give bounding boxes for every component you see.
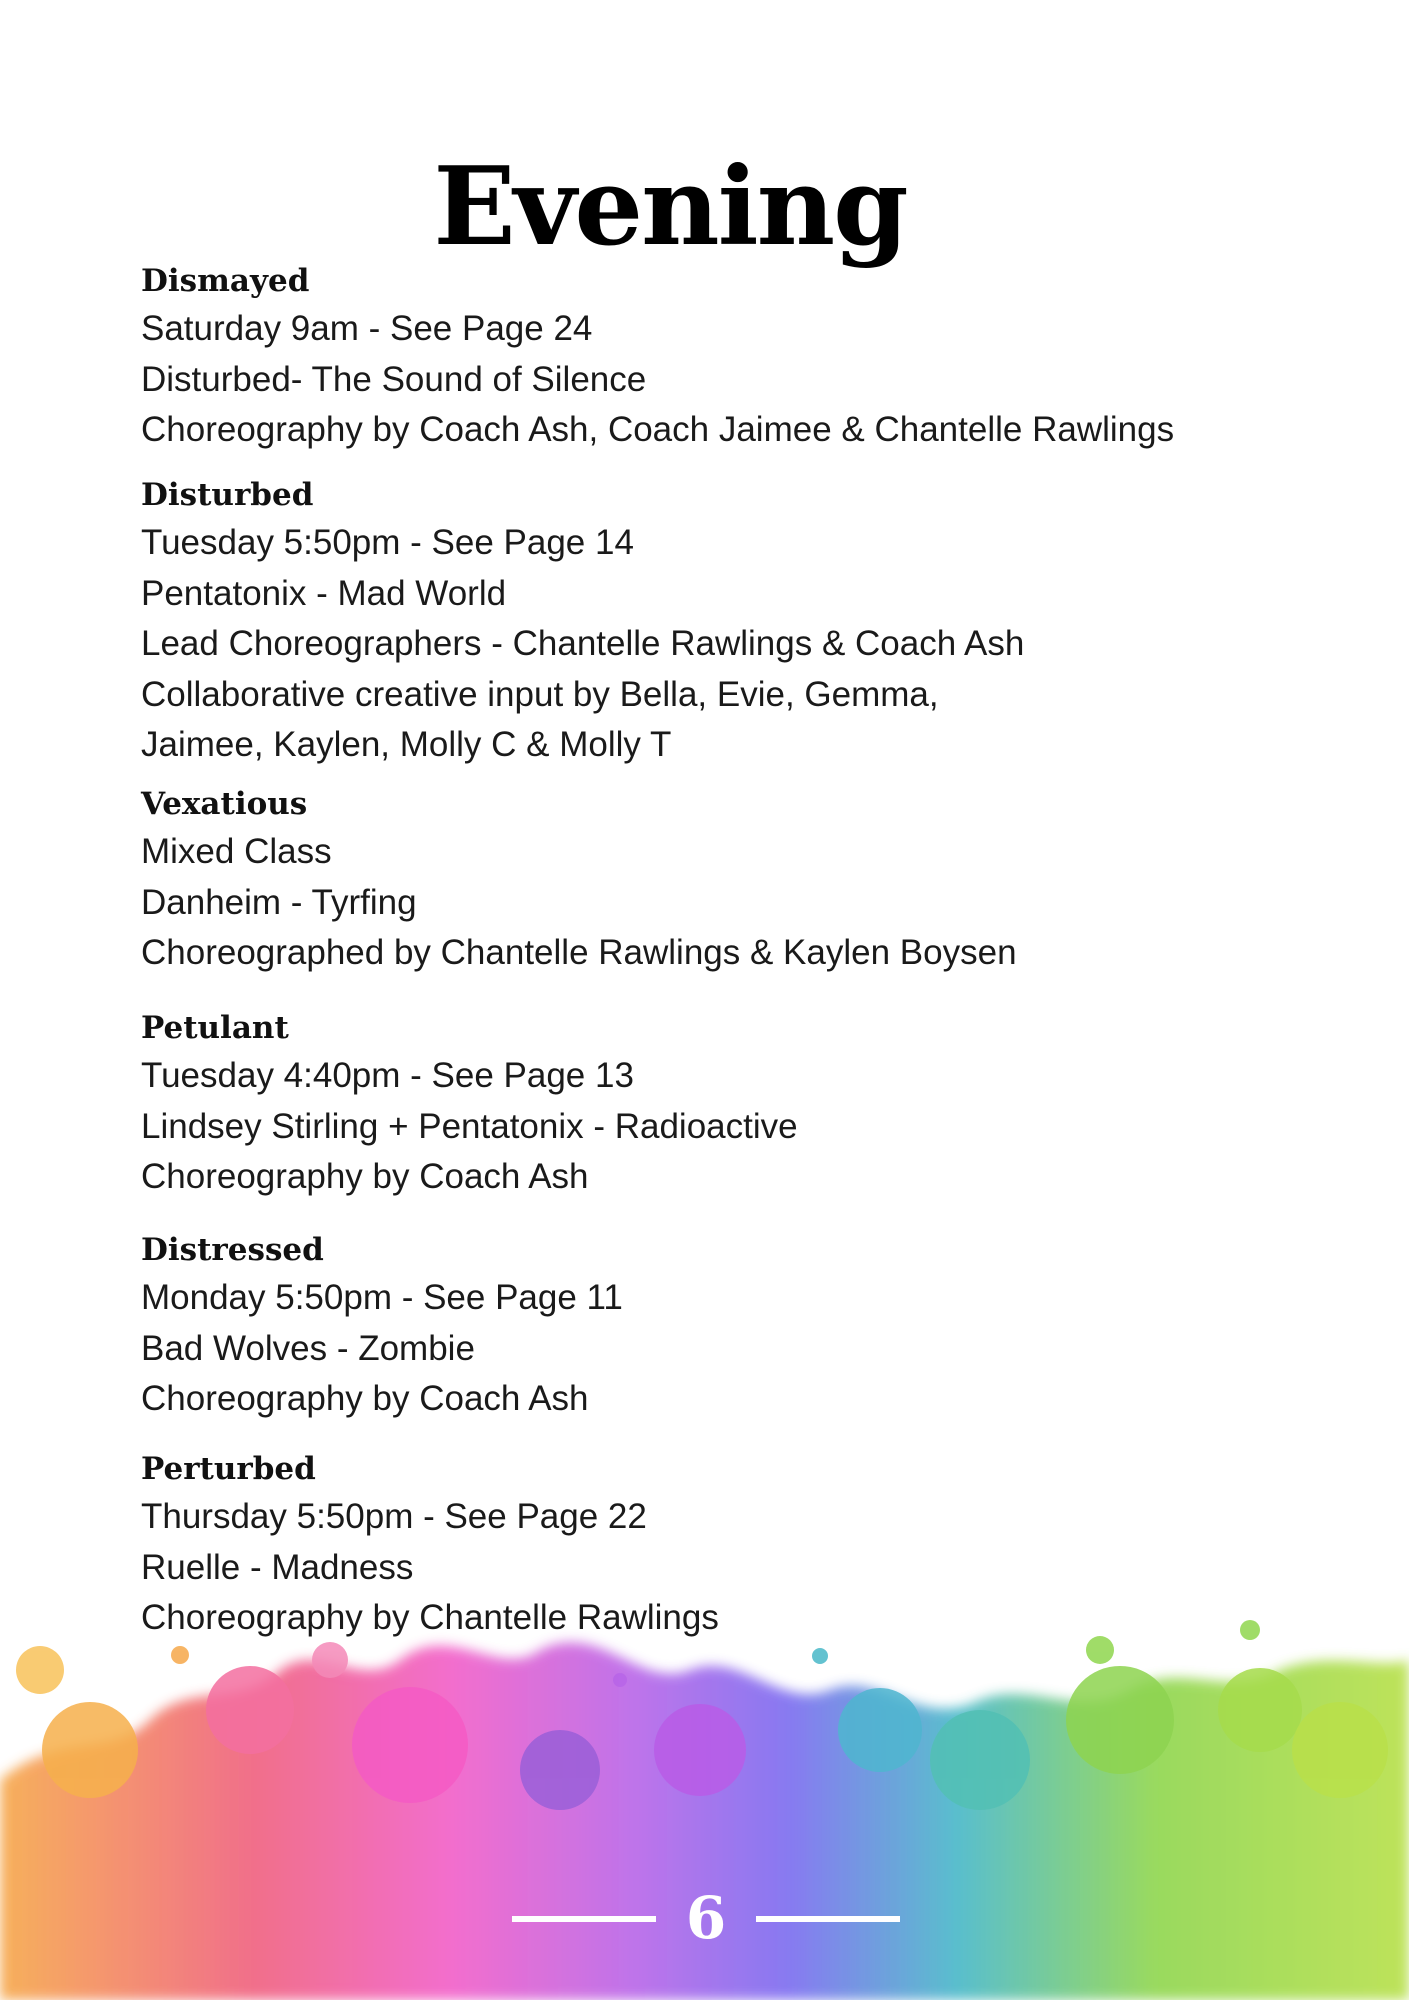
schedule-line: Monday 5:50pm - See Page 11 <box>141 1278 623 1317</box>
divider-right <box>756 1916 900 1922</box>
class-heading: Distressed <box>141 1232 324 1268</box>
class-section-distressed <box>141 1227 623 1425</box>
choreography-line: Choreography by Chantelle Rawlings <box>141 1598 719 1637</box>
page-number: 6 <box>685 1884 727 1952</box>
credits-line: Jaimee, Kaylen, Molly C & Molly T <box>141 725 672 764</box>
song-line: Lindsey Stirling + Pentatonix - Radioactive <box>141 1106 798 1146</box>
class-heading: Vexatious <box>141 786 308 822</box>
song-line: Bad Wolves - Zombie <box>141 1328 475 1368</box>
credits-line: Collaborative creative input by Bella, Evie, Gemma, <box>141 674 939 714</box>
song-line: Disturbed- The Sound of Silence <box>141 359 647 399</box>
choreography-line: Choreographed by Chantelle Rawlings & Kaylen Boysen <box>141 933 1017 972</box>
choreography-line: Choreography by Coach Ash <box>141 1379 589 1418</box>
divider-left <box>512 1916 656 1922</box>
choreography-line: Choreography by Coach Ash <box>141 1157 589 1196</box>
class-heading: Dismayed <box>141 263 310 299</box>
choreography-line: Choreography by Coach Ash, Coach Jaimee & Chantelle Rawlings <box>141 410 1175 449</box>
class-section-petulant <box>141 1005 798 1203</box>
schedule-line: Tuesday 4:40pm - See Page 13 <box>141 1056 634 1095</box>
class-type-line: Mixed Class <box>141 832 332 871</box>
page-title: Evening <box>433 144 907 270</box>
class-heading: Disturbed <box>141 477 314 513</box>
song-line: Ruelle - Madness <box>141 1547 414 1587</box>
song-line: Pentatonix - Mad World <box>141 573 507 613</box>
choreography-line: Lead Choreographers - Chantelle Rawlings & Coach Ash <box>141 624 1025 663</box>
class-section-disturbed <box>141 472 1024 771</box>
class-heading: Petulant <box>141 1010 289 1046</box>
song-line: Danheim - Tyrfing <box>141 882 417 922</box>
class-section-dismayed <box>141 258 1174 456</box>
schedule-line: Thursday 5:50pm - See Page 22 <box>141 1497 647 1536</box>
schedule-line: Saturday 9am - See Page 24 <box>141 309 593 348</box>
page-number-footer <box>0 1880 1409 1960</box>
schedule-line: Tuesday 5:50pm - See Page 14 <box>141 523 634 562</box>
class-section-vexatious <box>141 781 1017 979</box>
class-heading: Perturbed <box>141 1451 316 1487</box>
